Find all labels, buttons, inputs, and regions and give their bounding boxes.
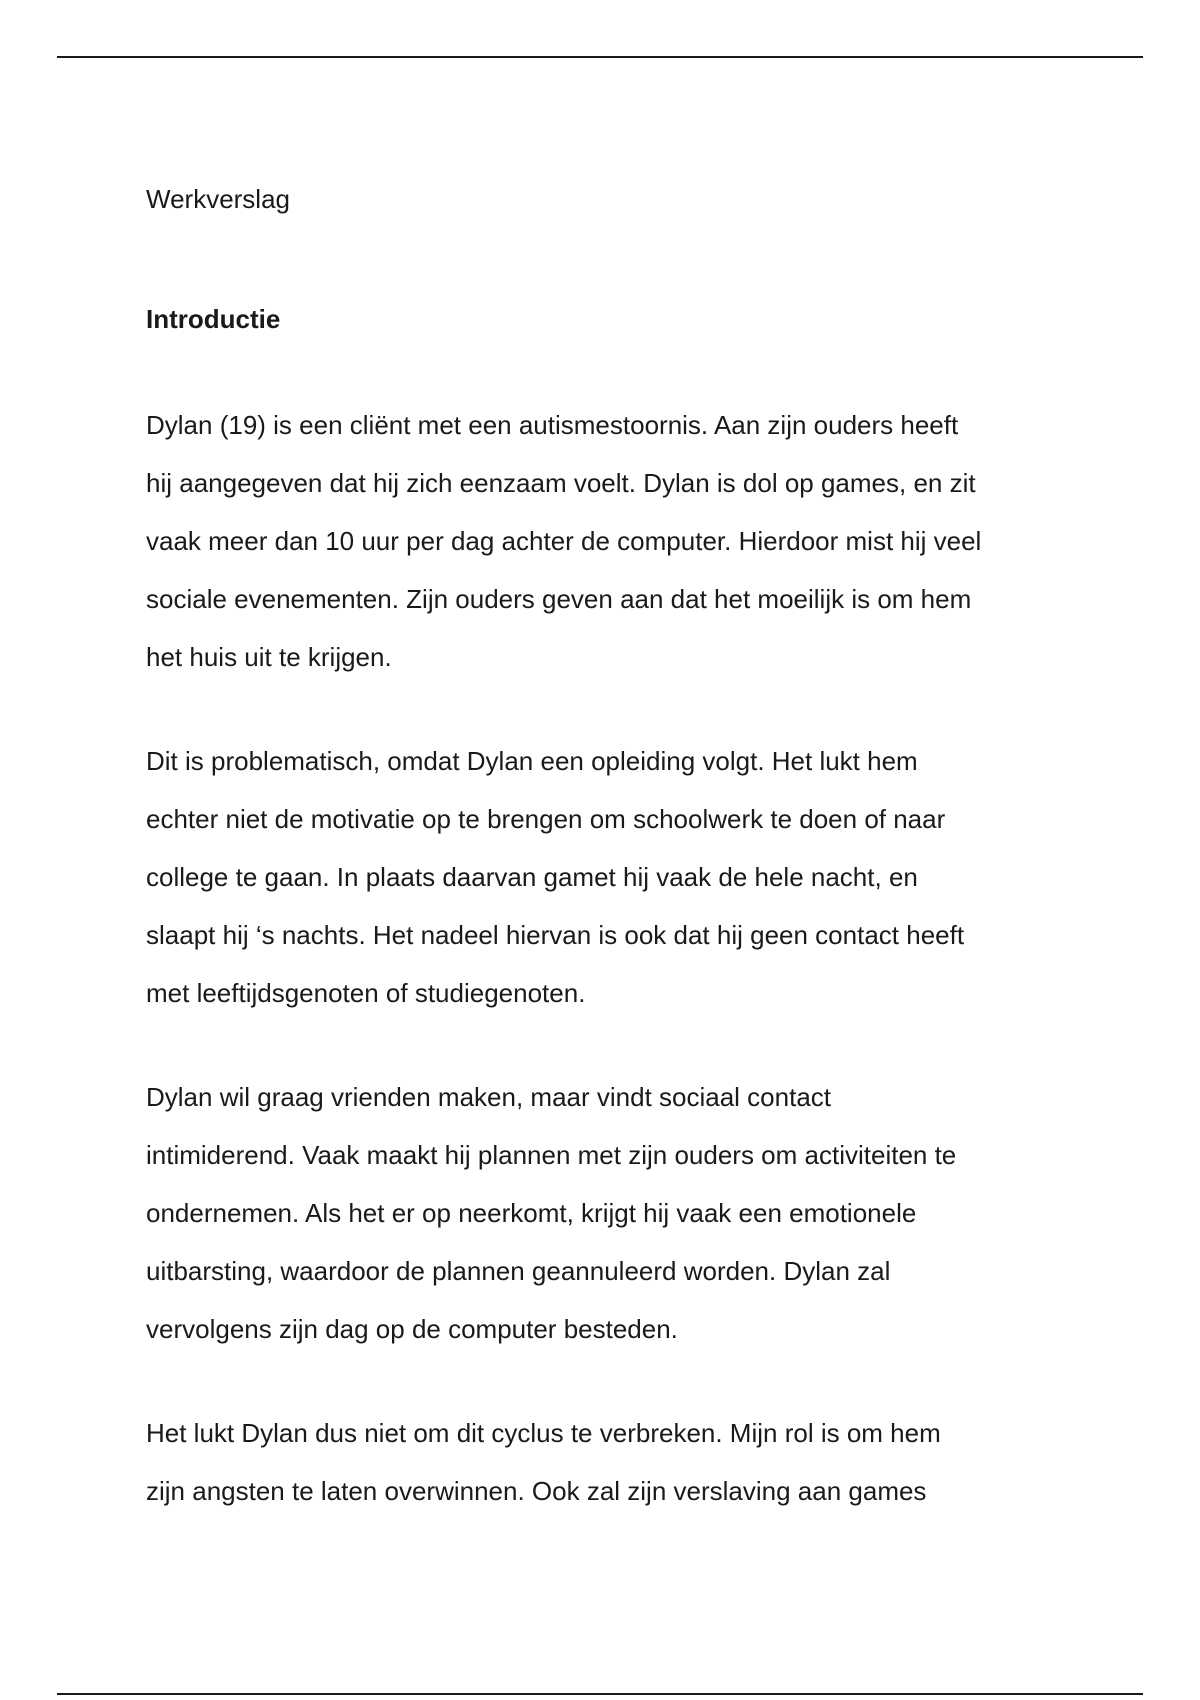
paragraph-line: vervolgens zijn dag op de computer besteden.: [146, 1314, 678, 1344]
paragraph-line: Dit is problematisch, omdat Dylan een opleiding volgt. Het lukt hem: [146, 746, 918, 776]
paragraph-line: hij aangegeven dat hij zich eenzaam voelt. Dylan is dol op games, en zit: [146, 468, 976, 498]
paragraph-line: vaak meer dan 10 uur per dag achter de computer. Hierdoor mist hij veel: [146, 526, 982, 556]
paragraph-line: uitbarsting, waardoor de plannen geannuleerd worden. Dylan zal: [146, 1256, 891, 1286]
paragraph-2: [146, 732, 1076, 1022]
paragraph-line: intimiderend. Vaak maakt hij plannen met zijn ouders om activiteiten te: [146, 1140, 957, 1170]
document-title: Werkverslag: [146, 184, 291, 214]
paragraph-1: [146, 396, 1076, 686]
paragraph-4: [146, 1404, 1076, 1520]
paragraph-line: Het lukt Dylan dus niet om dit cyclus te verbreken. Mijn rol is om hem: [146, 1418, 941, 1448]
paragraph-3: [146, 1068, 1076, 1358]
footer-rule: [57, 1693, 1143, 1695]
paragraph-line: zijn angsten te laten overwinnen. Ook zal zijn verslaving aan games: [146, 1476, 927, 1506]
paragraph-line: ondernemen. Als het er op neerkomt, krijgt hij vaak een emotionele: [146, 1198, 917, 1228]
paragraph-line: echter niet de motivatie op te brengen om schoolwerk te doen of naar: [146, 804, 946, 834]
paragraph-line: het huis uit te krijgen.: [146, 642, 392, 672]
paragraph-line: sociale evenementen. Zijn ouders geven aan dat het moeilijk is om hem: [146, 584, 972, 614]
header-rule: [57, 56, 1143, 58]
section-heading: Introductie: [146, 304, 281, 334]
paragraph-line: met leeftijdsgenoten of studiegenoten.: [146, 978, 586, 1008]
paragraph-line: slaapt hij ‘s nachts. Het nadeel hiervan is ook dat hij geen contact heeft: [146, 920, 965, 950]
paragraph-line: Dylan wil graag vrienden maken, maar vindt sociaal contact: [146, 1082, 832, 1112]
paragraph-line: Dylan (19) is een cliënt met een autismestoornis. Aan zijn ouders heeft: [146, 410, 959, 440]
page-content: [146, 178, 1076, 1520]
paragraph-line: college te gaan. In plaats daarvan gamet hij vaak de hele nacht, en: [146, 862, 918, 892]
